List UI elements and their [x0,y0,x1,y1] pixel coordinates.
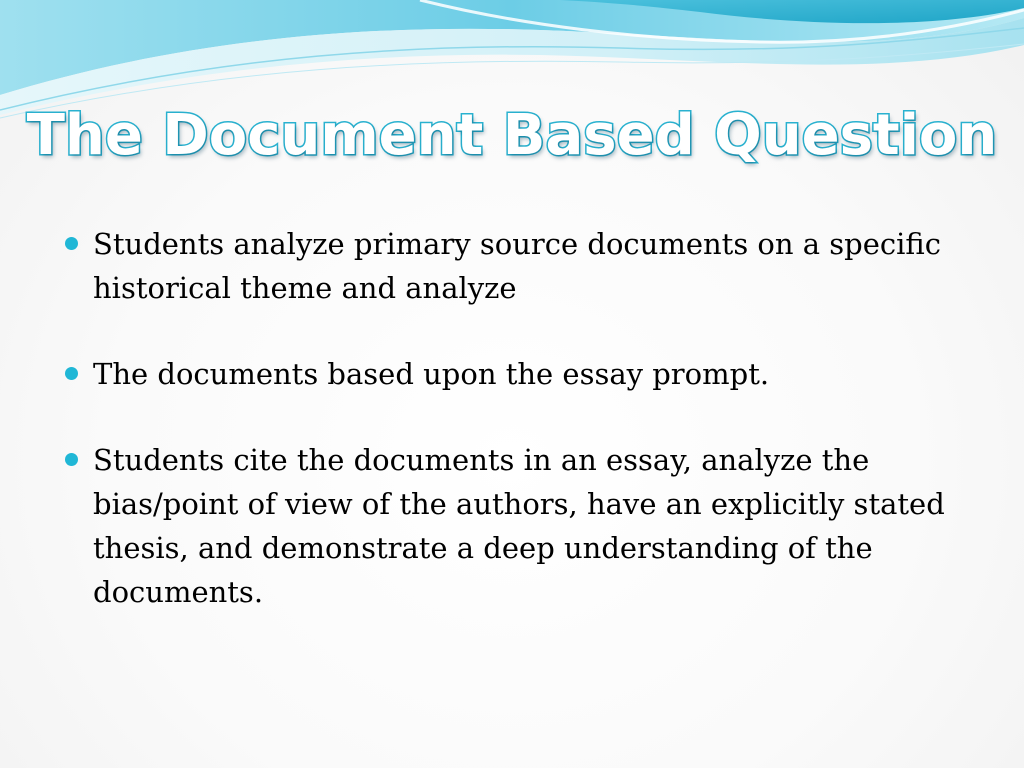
disc-icon [65,237,78,250]
bullet-item [60,438,960,614]
bullet-text: The documents based upon the essay prompt. [93,357,770,391]
bullet-item [60,352,960,396]
disc-icon [65,453,78,466]
disc-icon [65,367,78,380]
slide-title: The Document Based Question [26,103,998,168]
bullet-text: Students cite the documents in an essay, analyze the bias/point of view of the authors, have an explicitly stated thesis, and demonstrate a deep understanding of the documents. [93,443,945,609]
bullet-text: Students analyze primary source documents on a specific historical theme and analyze [93,227,941,305]
bullet-list [60,222,960,614]
bullet-item [60,222,960,310]
